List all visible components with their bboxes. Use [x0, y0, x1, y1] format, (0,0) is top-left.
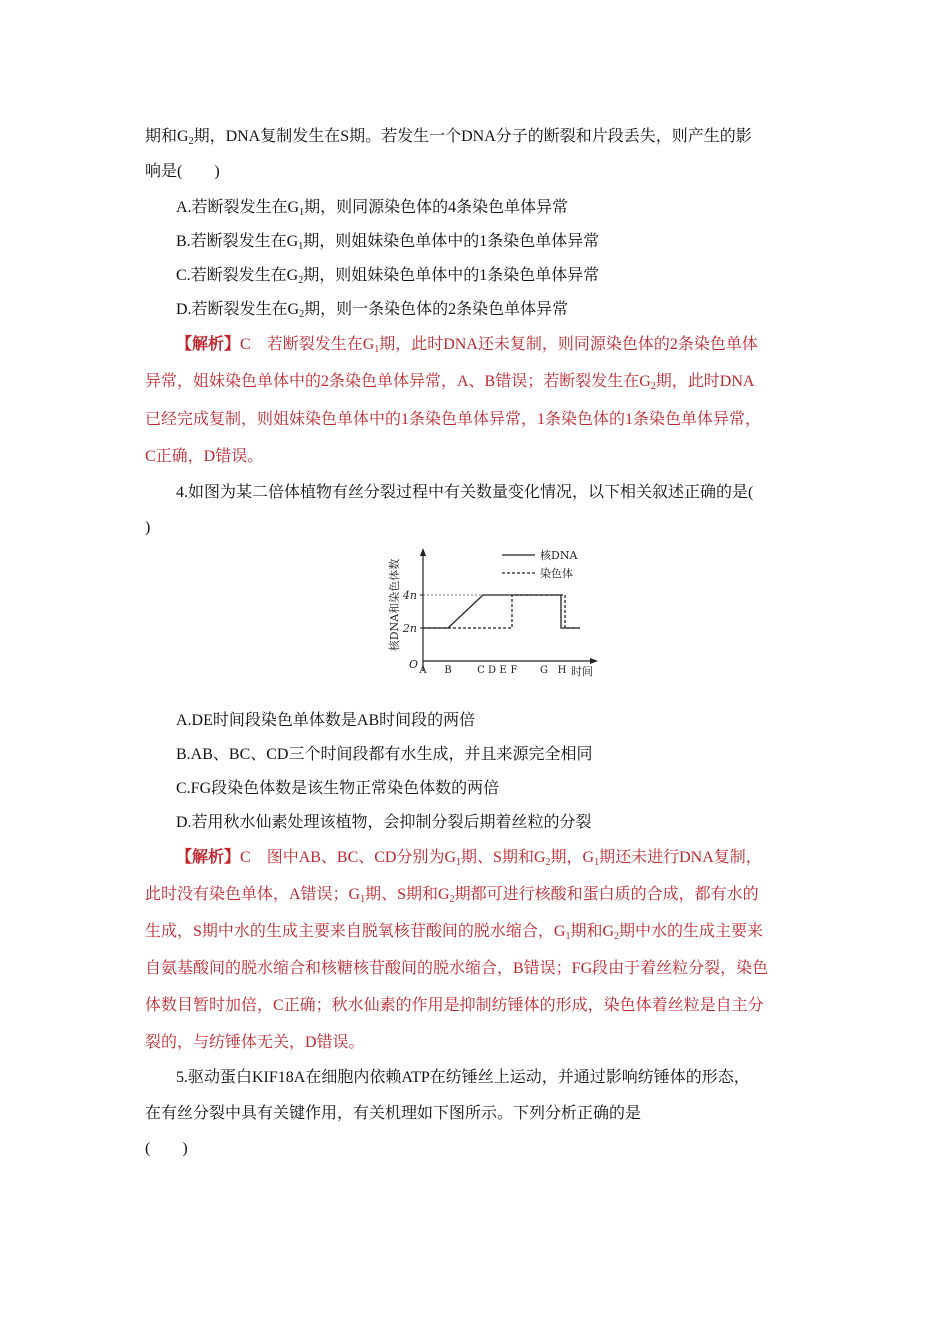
x-axis-arrow — [590, 658, 598, 664]
q3-analysis-line-1: 【解析】C 若断裂发生在$G_1$期，此时DNA还未复制，则同源染色体的2条染色单体 — [176, 336, 758, 355]
q4-analysis-line-3: 生成，S期中水的生成主要来自脱氧核苷酸间的脱水缩合，$G_1$期和$G_2$期中水的生成主要来 — [145, 923, 764, 942]
q4-option-c: C.FG段染色体数是该生物正常染色体数的两倍 — [176, 780, 500, 797]
x-tick-g: G — [540, 665, 548, 676]
legend-chromosome: 染色体 — [540, 567, 573, 580]
x-tick-e: E — [499, 665, 507, 676]
q3-intro-line-2: 响是( ) — [145, 163, 220, 180]
origin-label: O — [409, 658, 419, 671]
q4-stem-line-1: 4.如图为某二倍体植物有丝分裂过程中有关数量变化情况，以下相关叙述正确的是( — [176, 484, 754, 501]
y-tick-2n: 2n — [402, 622, 417, 635]
q4-option-d: D.若用秋水仙素处理该植物，会抑制分裂后期着丝粒的分裂 — [176, 814, 592, 831]
q3-option-a: A.若断裂发生在$G_1$期，则同源染色体的4条染色单体异常 — [176, 199, 569, 218]
x-axis-label: 时间 — [571, 665, 593, 678]
dna-chromosome-figure — [378, 543, 608, 681]
analysis-tag: 【解析】 — [176, 849, 241, 866]
q4-analysis-line-4: 自氨基酸间的脱水缩合和核糖核苷酸间的脱水缩合，B错误；FG段由于着丝粒分裂，染色 — [145, 960, 769, 977]
q3-option-c: C.若断裂发生在$G_2$期，则姐妹染色单体中的1条染色单体异常 — [176, 267, 600, 286]
q5-stem-line-3: ( ) — [145, 1140, 188, 1157]
q4-stem-line-2: ) — [145, 519, 151, 536]
y-axis-label: 核DNA和染色体数 — [388, 558, 401, 652]
x-tick-c: C — [477, 665, 485, 676]
q3-option-d: D.若断裂发生在$G_2$期，则一条染色体的2条染色单体异常 — [176, 301, 569, 320]
x-ticks — [418, 665, 566, 676]
q3-analysis-line-4: C正确，D错误。 — [145, 448, 264, 465]
analysis-tag: 【解析】 — [176, 336, 241, 353]
x-tick-b: B — [444, 665, 452, 676]
q4-analysis-line-6: 裂的，与纺锤体无关，D错误。 — [145, 1034, 365, 1051]
q3-analysis-line-3: 已经完成复制，则姐妹染色单体中的1条染色单体异常，1条染色体的1条染色单体异常， — [145, 411, 762, 428]
y-axis-arrow — [420, 548, 426, 556]
q4-option-a: A.DE时间段染色单体数是AB时间段的两倍 — [176, 712, 476, 729]
q5-stem-line-1: 5.驱动蛋白KIF18A在细胞内依赖ATP在纺锤丝上运动，并通过影响纺锤体的形态， — [176, 1069, 750, 1086]
x-tick-a: A — [419, 665, 427, 676]
y-tick-4n: 4n — [402, 589, 417, 602]
q3-analysis-line-2: 异常，姐妹染色单体中的2条染色单体异常，A、B错误；若断裂发生在$G_2$期，此时DNA — [145, 373, 755, 392]
x-tick-f: F — [510, 665, 518, 676]
x-tick-d: D — [487, 665, 497, 676]
x-tick-h: H — [557, 665, 567, 676]
legend-dna: 核DNA — [540, 549, 578, 562]
q3-option-b: B.若断裂发生在$G_1$期，则姐妹染色单体中的1条染色单体异常 — [176, 233, 600, 252]
chromosome-series-line — [423, 595, 580, 628]
q4-option-b: B.AB、BC、CD三个时间段都有水生成，并且来源完全相同 — [176, 746, 593, 763]
q4-analysis-line-5: 体数目暂时加倍，C正确；秋水仙素的作用是抑制纺锤体的形成，染色体着丝粒是自主分 — [145, 997, 764, 1014]
q3-intro-line-1: 期和$G_2$期，DNA复制发生在S期。若发生一个DNA分子的断裂和片段丢失，则产生的影 — [145, 128, 752, 147]
q5-stem-line-2: 在有丝分裂中具有关键作用，有关机理如下图所示。下列分析正确的是 — [145, 1105, 642, 1122]
dna-series-line — [423, 595, 580, 628]
q4-analysis-line-2: 此时没有染色单体，A错误；$G_1$期、S期和$G_2$期都可进行核酸和蛋白质的合成，都有水的 — [145, 886, 759, 905]
q4-analysis-line-1: 【解析】C 图中AB、BC、CD分别为$G_1$期、S期和$G_2$期，$G_1$期还未进行DNA复制， — [176, 849, 762, 868]
